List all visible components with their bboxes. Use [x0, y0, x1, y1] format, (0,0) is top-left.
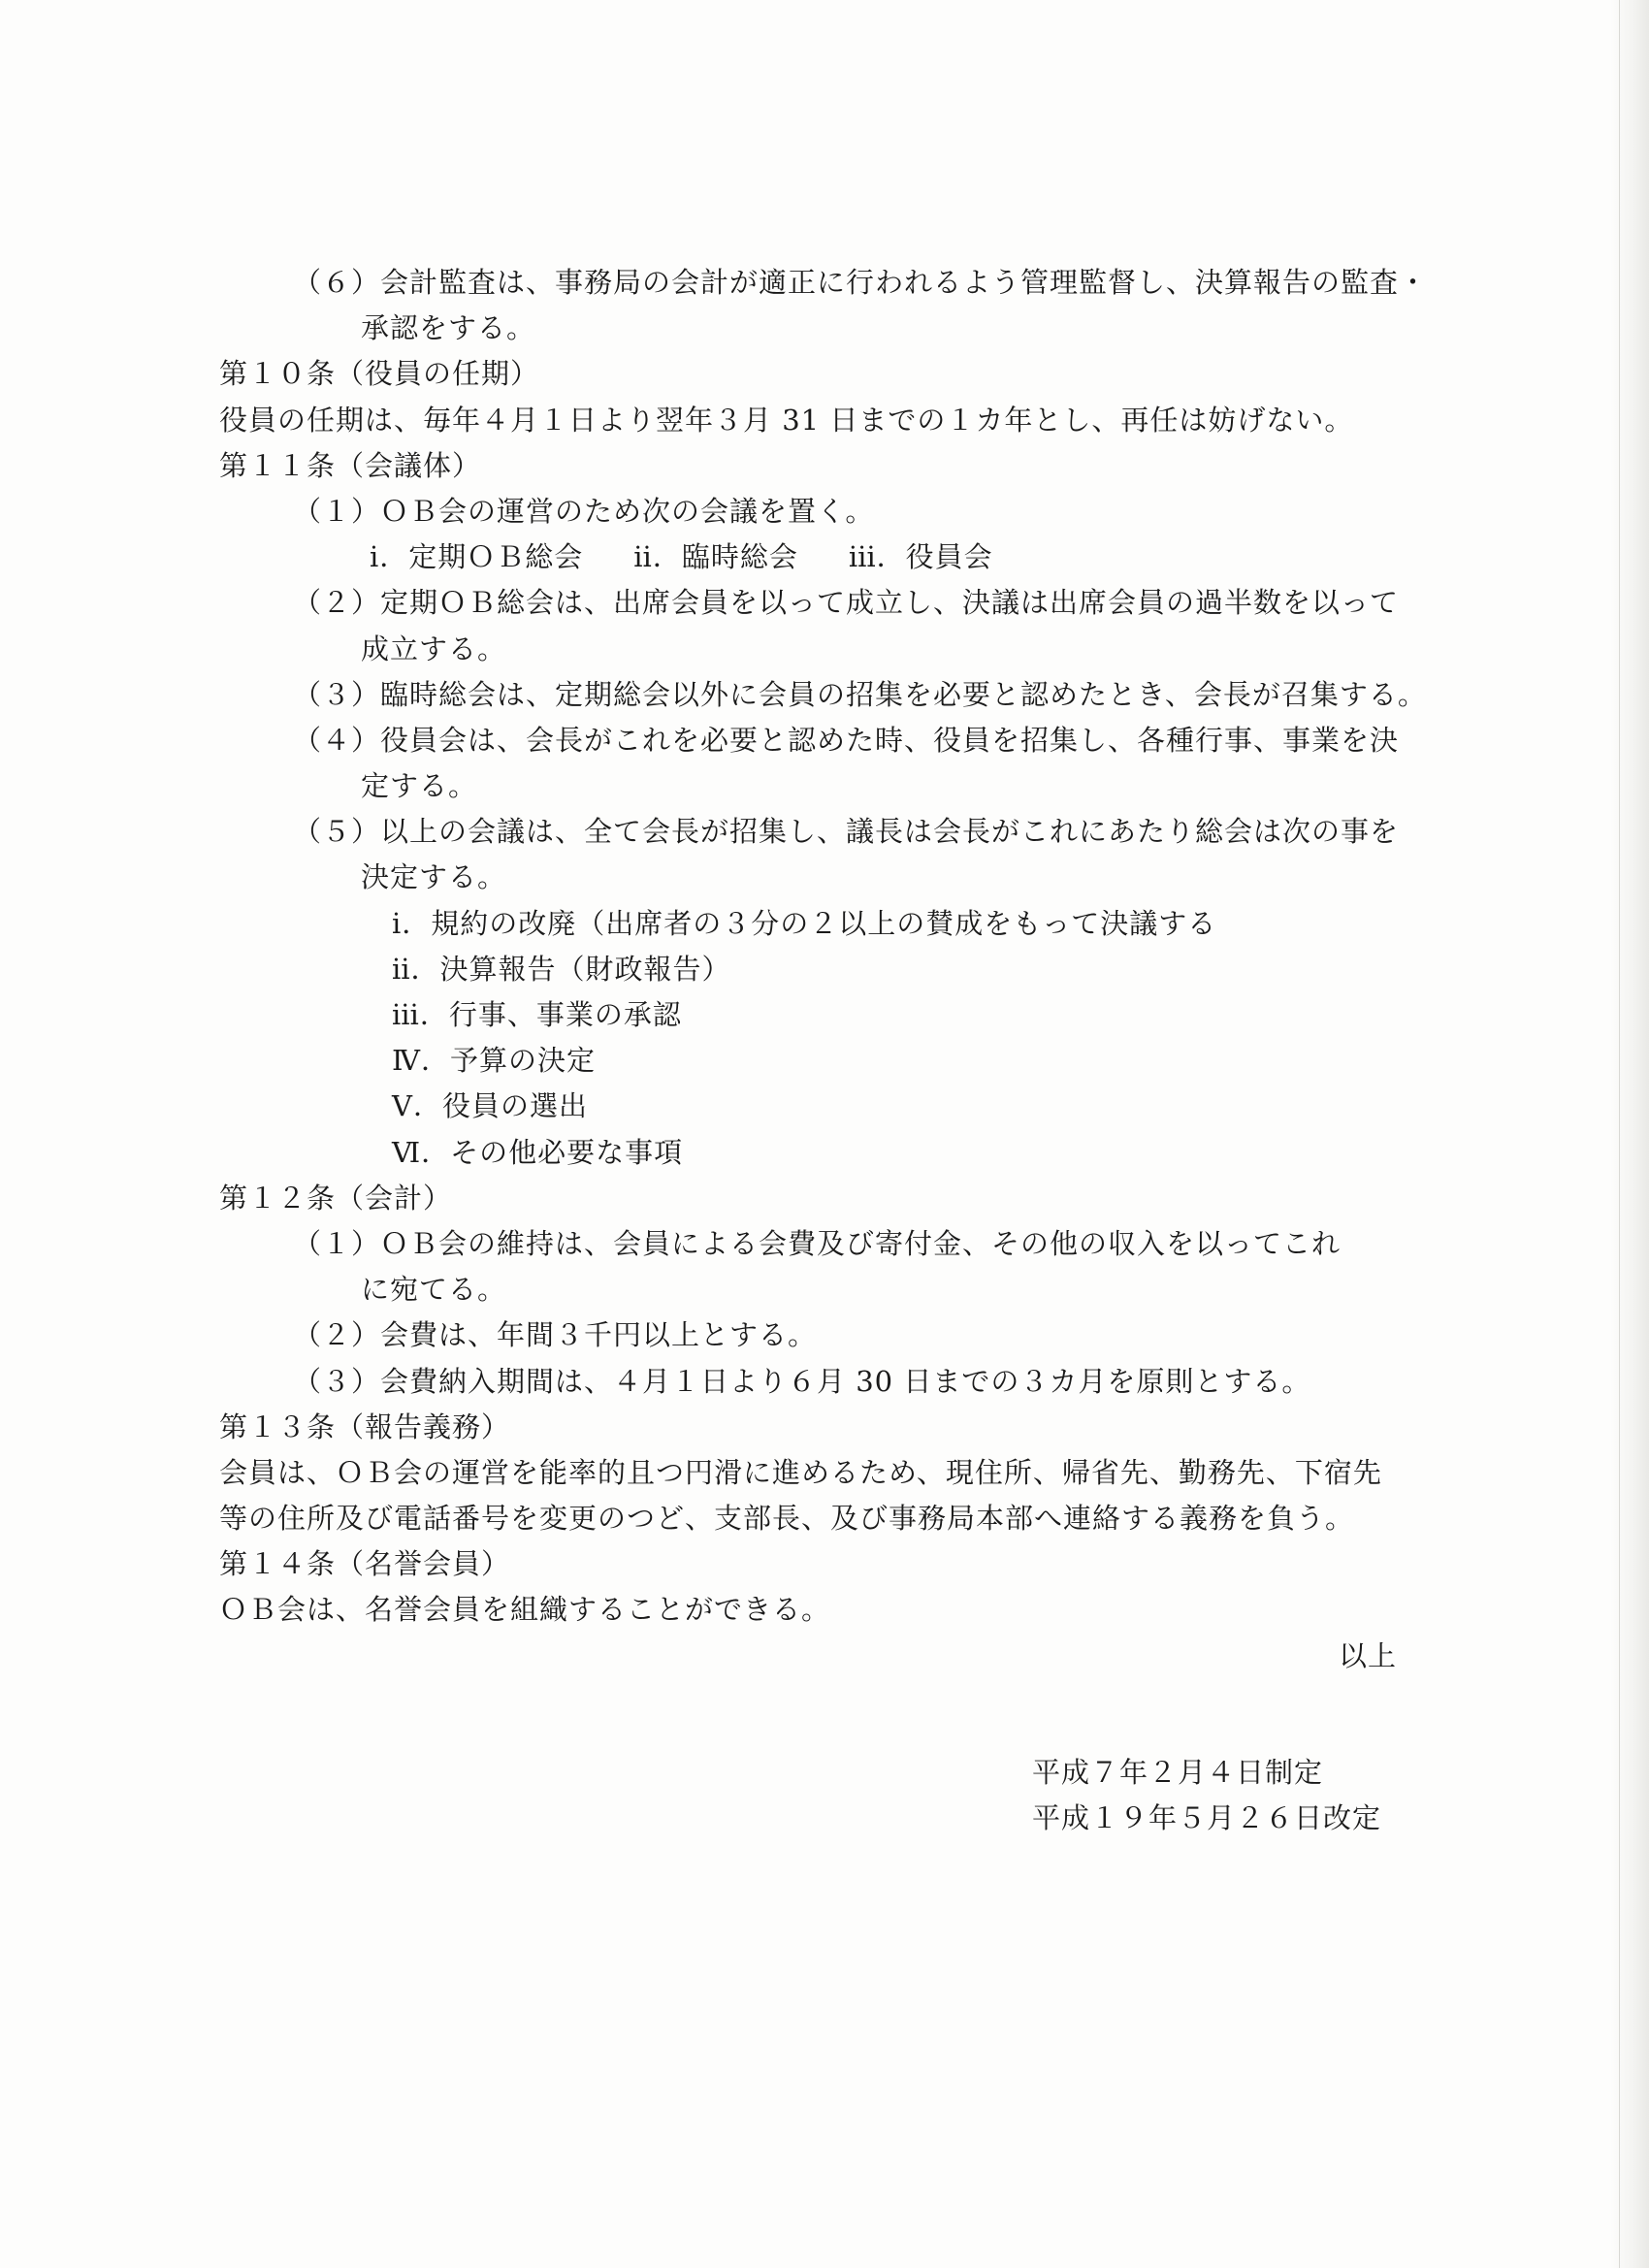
article-10-text: 役員の任期は、毎年４月１日より翌年３月 31 日までの１カ年とし、再任は妨げない。: [219, 403, 1354, 437]
article-11-item-3: （３）臨時総会は、定期総会以外に会員の招集を必要と認めたとき、会長が召集する。: [293, 677, 1427, 711]
enactment-date: 平成７年２月４日制定: [1032, 1756, 1324, 1789]
list-item: Ⅵ．その他必要な事項: [392, 1135, 684, 1169]
scan-edge-line: [1619, 0, 1620, 2268]
list-item: ⅱ．決算報告（財政報告）: [392, 952, 731, 986]
article-11-item-1-list: [219, 535, 1403, 580]
article-12-item-1: （１）ＯＢ会の維持は、会員による会費及び寄付金、その他の収入を以ってこれ: [293, 1226, 1342, 1260]
article-14-text: ＯＢ会は、名誉会員を組織することができる。: [219, 1593, 831, 1627]
meeting-type-3: ⅲ．役員会: [848, 540, 993, 574]
article-13-text: 会員は、ＯＢ会の運営を能率的且つ円滑に進めるため、現住所、帰省先、勤務先、下宿先: [219, 1455, 1382, 1489]
article-13-heading: 第１３条（報告義務）: [219, 1409, 511, 1443]
revision-date: 平成１９年５月２６日改定: [1032, 1801, 1382, 1834]
list-item: ⅰ．規約の改廃（出席者の３分の２以上の賛成をもって決議する: [392, 906, 1217, 940]
article-12-item-2: （２）会費は、年間３千円以上とする。: [293, 1318, 818, 1352]
scan-shadow-edge: [1610, 0, 1649, 2268]
article-11-item-5: （５）以上の会議は、全て会長が招集し、議長は会長がこれにあたり総会は次の事を: [293, 815, 1400, 849]
article-12-item-1-cont: に宛てる。: [361, 1273, 507, 1307]
meeting-type-2: ⅱ．臨時総会: [633, 540, 798, 574]
article-10-heading: 第１０条（役員の任期）: [219, 357, 540, 391]
closing-mark: 以上: [1338, 1638, 1397, 1672]
article-11-heading: 第１１条（会議体）: [219, 448, 482, 482]
article-11-item-2-cont: 成立する。: [361, 632, 507, 665]
clause-9-item-6-cont: 承認をする。: [361, 311, 536, 345]
article-12-heading: 第１２条（会計）: [219, 1181, 453, 1215]
article-14-heading: 第１４条（名誉会員）: [219, 1547, 511, 1581]
article-11-item-2: （２）定期ＯＢ総会は、出席会員を以って成立し、決議は出席会員の過半数を以って: [293, 586, 1400, 620]
article-11-item-4: （４）役員会は、会長がこれを必要と認めた時、役員を招集し、各種行事、事業を決: [293, 723, 1400, 757]
article-11-item-4-cont: 定する。: [361, 769, 478, 803]
clause-9-item-6: （６）会計監査は、事務局の会計が適正に行われるよう管理監督し、決算報告の監査・: [293, 266, 1429, 299]
article-11-item-5-cont: 決定する。: [361, 860, 507, 894]
list-item: Ⅴ．役員の選出: [392, 1089, 588, 1123]
article-11-item-1: （１）ＯＢ会の運営のため次の会議を置く。: [293, 494, 875, 528]
date-block: [1032, 1750, 1381, 1841]
meeting-type-1: ⅰ．定期ＯＢ総会: [370, 540, 584, 574]
document-body: [219, 260, 1429, 1679]
article-13-text-cont: 等の住所及び電話番号を変更のつど、支部長、及び事務局本部へ連絡する義務を負う。: [219, 1502, 1355, 1536]
article-12-item-3: （３）会費納入期間は、４月１日より６月 30 日までの３カ月を原則とする。: [293, 1364, 1311, 1398]
list-item: ⅲ．行事、事業の承認: [392, 998, 682, 1031]
list-item: Ⅳ．予算の決定: [392, 1044, 596, 1078]
